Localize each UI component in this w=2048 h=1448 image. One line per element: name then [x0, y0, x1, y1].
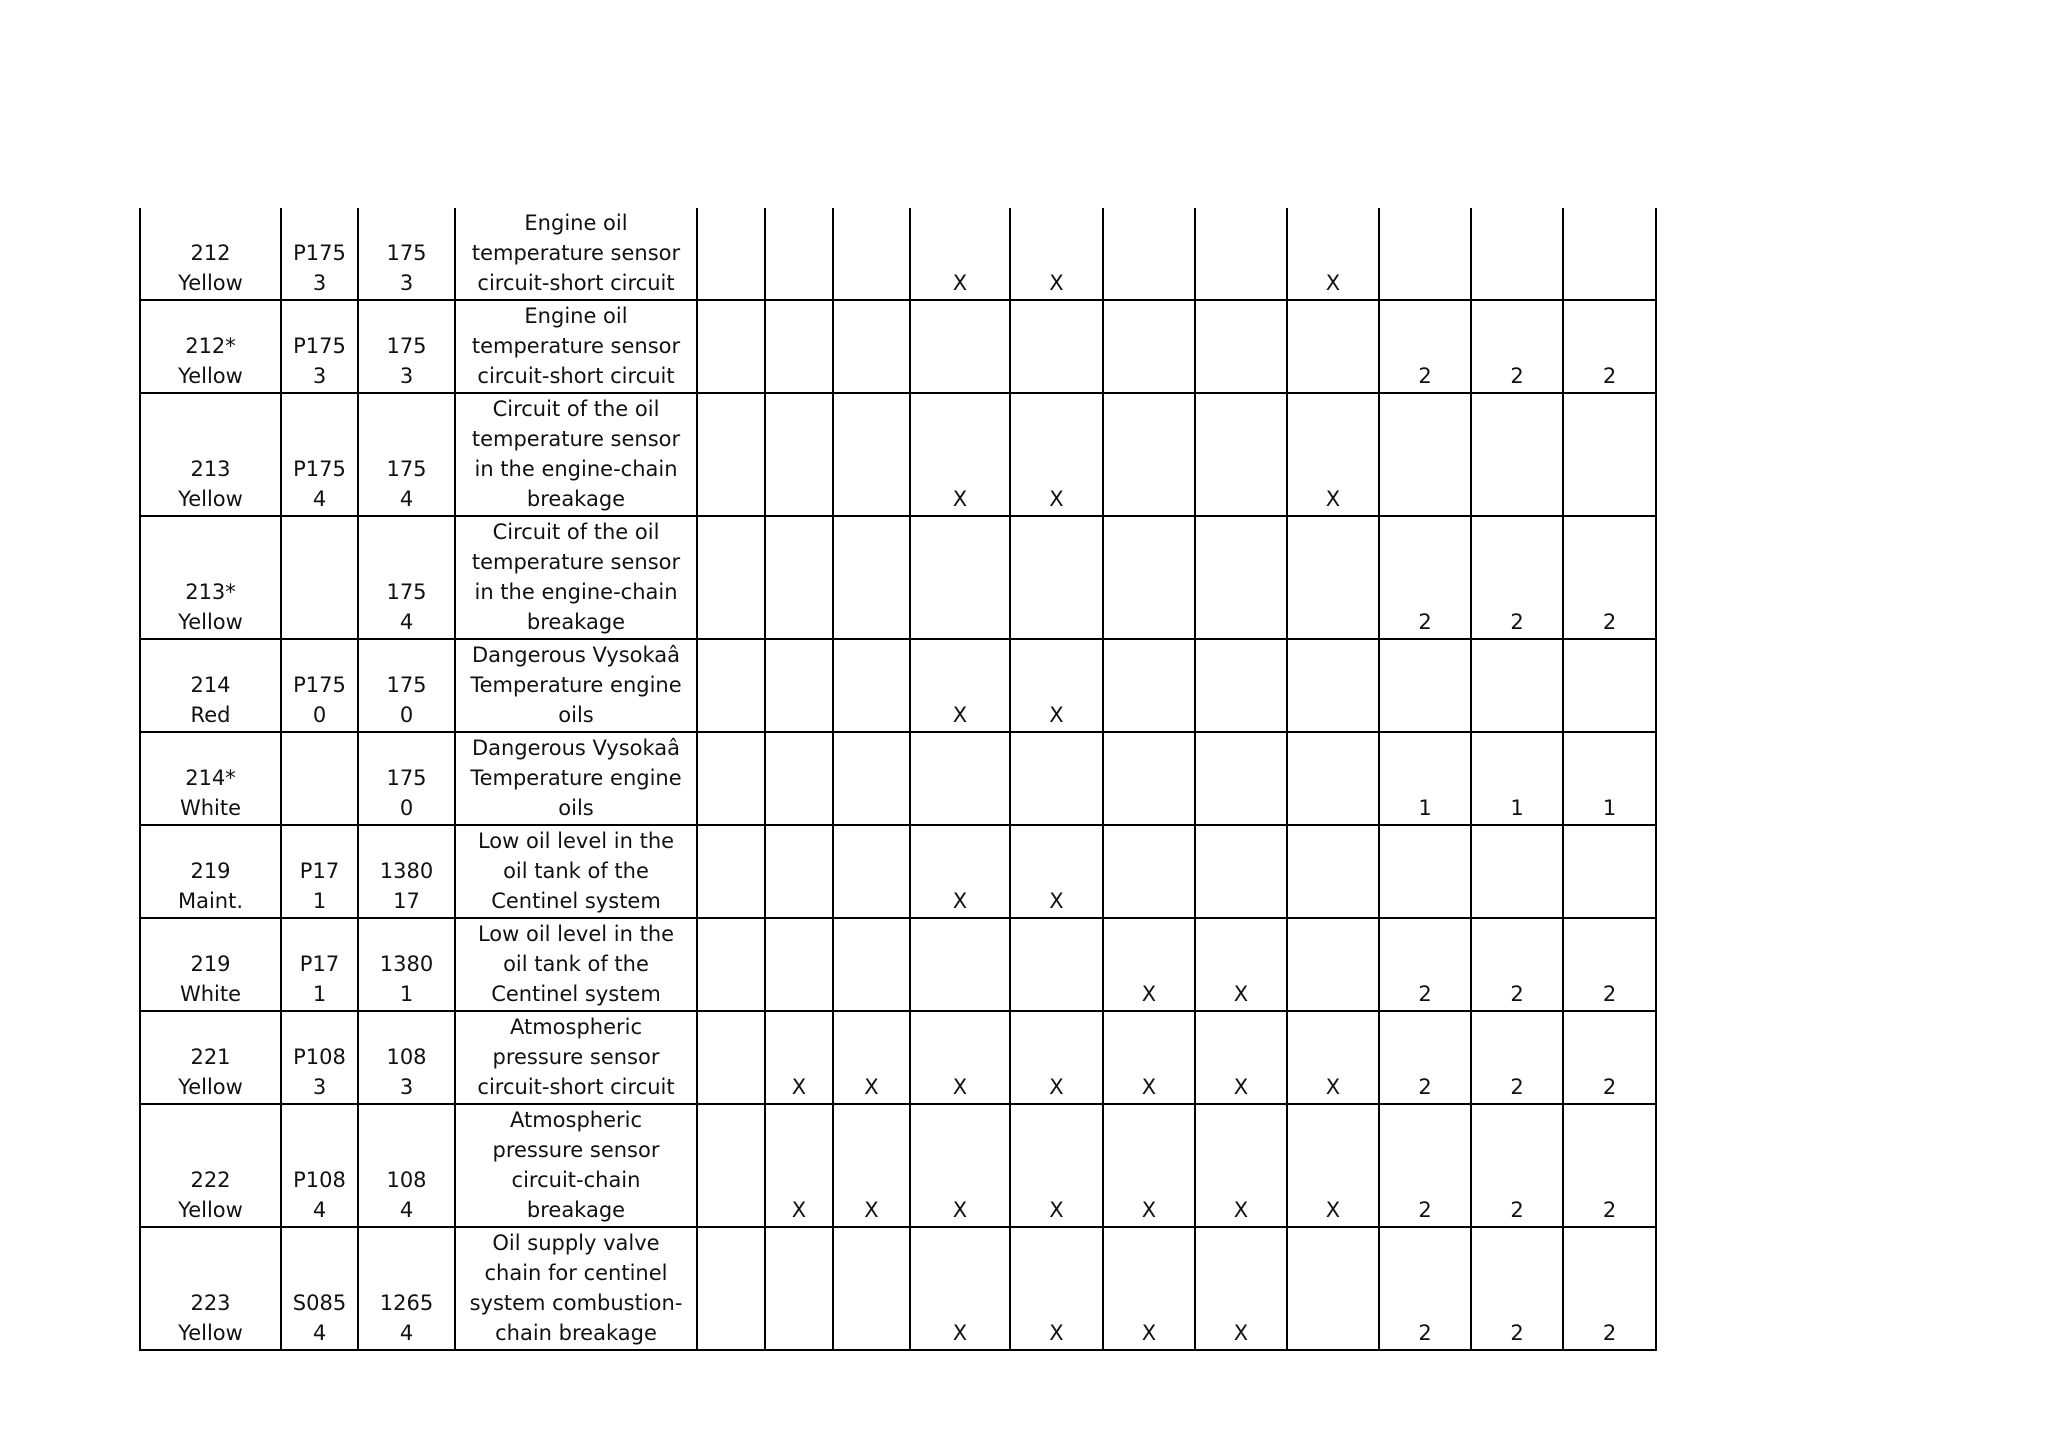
mark-cell: [1563, 393, 1656, 516]
mark-cell: 2: [1563, 1227, 1656, 1350]
mark-cell: X: [1103, 1227, 1195, 1350]
mark-cell: [1195, 208, 1287, 300]
table-row: [140, 825, 1656, 918]
mark-cell: [697, 825, 765, 918]
mark-cell: [1195, 639, 1287, 732]
mark-cell: X: [910, 1227, 1010, 1350]
code-cell: 219 White: [140, 918, 281, 1011]
mark-cell: [1010, 516, 1103, 639]
mark-cell: X: [1010, 393, 1103, 516]
mark-cell: [1287, 516, 1379, 639]
mark-cell: [697, 516, 765, 639]
mark-cell: [910, 516, 1010, 639]
mark-cell: [910, 300, 1010, 393]
mark-cell: [765, 300, 833, 393]
code-cell: 223 Yellow: [140, 1227, 281, 1350]
mark-cell: X: [1195, 1011, 1287, 1104]
mark-cell: 2: [1379, 918, 1471, 1011]
mark-cell: [765, 516, 833, 639]
code-cell: 221 Yellow: [140, 1011, 281, 1104]
mark-cell: X: [910, 639, 1010, 732]
mark-cell: [1195, 393, 1287, 516]
mark-cell: [1103, 208, 1195, 300]
mark-cell: [697, 639, 765, 732]
numeric-code-cell: 1380 1: [358, 918, 455, 1011]
code-cell: 214* White: [140, 732, 281, 825]
numeric-code-cell: 175 3: [358, 300, 455, 393]
mark-cell: [833, 516, 910, 639]
mark-cell: 2: [1471, 1227, 1563, 1350]
mark-cell: [1379, 208, 1471, 300]
mark-cell: [1471, 639, 1563, 732]
numeric-code-cell: 175 3: [358, 208, 455, 300]
mark-cell: X: [1010, 208, 1103, 300]
description-cell: Dangerous Vysokaâ Temperature engine oils: [455, 639, 697, 732]
description-cell: Engine oil temperature sensor circuit-short circuit: [455, 300, 697, 393]
mark-cell: X: [1103, 1104, 1195, 1227]
mark-cell: [697, 393, 765, 516]
mark-cell: [697, 1011, 765, 1104]
mark-cell: [697, 300, 765, 393]
obd-code-cell: S085 4: [281, 1227, 358, 1350]
numeric-code-cell: 108 3: [358, 1011, 455, 1104]
mark-cell: 2: [1471, 918, 1563, 1011]
mark-cell: [833, 639, 910, 732]
mark-cell: [765, 393, 833, 516]
description-cell: Oil supply valve chain for centinel system combustion- chain breakage: [455, 1227, 697, 1350]
mark-cell: [1103, 825, 1195, 918]
obd-code-cell: P17 1: [281, 918, 358, 1011]
mark-cell: [910, 918, 1010, 1011]
mark-cell: [697, 918, 765, 1011]
mark-cell: X: [765, 1104, 833, 1227]
mark-cell: [1287, 1227, 1379, 1350]
mark-cell: [1010, 732, 1103, 825]
mark-cell: [697, 1104, 765, 1227]
table-row: [140, 639, 1656, 732]
mark-cell: X: [910, 208, 1010, 300]
mark-cell: [1287, 918, 1379, 1011]
description-cell: Low oil level in the oil tank of the Centinel system: [455, 918, 697, 1011]
mark-cell: [1010, 300, 1103, 393]
description-cell: Engine oil temperature sensor circuit-short circuit: [455, 208, 697, 300]
code-cell: 222 Yellow: [140, 1104, 281, 1227]
obd-code-cell: [281, 732, 358, 825]
obd-code-cell: P17 1: [281, 825, 358, 918]
mark-cell: X: [1010, 639, 1103, 732]
mark-cell: [833, 393, 910, 516]
mark-cell: 2: [1379, 1011, 1471, 1104]
mark-cell: [1010, 918, 1103, 1011]
mark-cell: 2: [1563, 1104, 1656, 1227]
mark-cell: [1379, 393, 1471, 516]
mark-cell: [1195, 732, 1287, 825]
mark-cell: [1103, 393, 1195, 516]
fault-code-table: [139, 208, 1657, 1351]
obd-code-cell: P175 3: [281, 300, 358, 393]
mark-cell: [1287, 732, 1379, 825]
mark-cell: X: [1103, 918, 1195, 1011]
mark-cell: X: [1287, 208, 1379, 300]
mark-cell: 2: [1563, 918, 1656, 1011]
mark-cell: X: [1287, 1011, 1379, 1104]
mark-cell: [1287, 300, 1379, 393]
table-row: [140, 516, 1656, 639]
mark-cell: [1103, 516, 1195, 639]
numeric-code-cell: 108 4: [358, 1104, 455, 1227]
mark-cell: X: [1195, 1104, 1287, 1227]
mark-cell: X: [910, 393, 1010, 516]
table-row: [140, 1011, 1656, 1104]
mark-cell: X: [765, 1011, 833, 1104]
mark-cell: X: [1010, 1227, 1103, 1350]
mark-cell: 2: [1471, 300, 1563, 393]
mark-cell: [1563, 825, 1656, 918]
mark-cell: [833, 918, 910, 1011]
mark-cell: [697, 732, 765, 825]
mark-cell: [1379, 825, 1471, 918]
mark-cell: X: [910, 1104, 1010, 1227]
mark-cell: [765, 208, 833, 300]
mark-cell: X: [833, 1104, 910, 1227]
numeric-code-cell: 175 0: [358, 732, 455, 825]
mark-cell: X: [1010, 1011, 1103, 1104]
description-cell: Low oil level in the oil tank of the Centinel system: [455, 825, 697, 918]
mark-cell: X: [1195, 1227, 1287, 1350]
mark-cell: X: [910, 1011, 1010, 1104]
mark-cell: [833, 300, 910, 393]
obd-code-cell: P108 4: [281, 1104, 358, 1227]
mark-cell: [1103, 639, 1195, 732]
description-cell: Circuit of the oil temperature sensor in the engine-chain breakage: [455, 393, 697, 516]
obd-code-cell: P175 4: [281, 393, 358, 516]
mark-cell: [1103, 300, 1195, 393]
table-row: [140, 208, 1656, 300]
code-cell: 213 Yellow: [140, 393, 281, 516]
mark-cell: [1379, 639, 1471, 732]
mark-cell: X: [1287, 393, 1379, 516]
mark-cell: [765, 732, 833, 825]
mark-cell: 2: [1379, 516, 1471, 639]
description-cell: Dangerous Vysokaâ Temperature engine oils: [455, 732, 697, 825]
mark-cell: 1: [1563, 732, 1656, 825]
obd-code-cell: P175 0: [281, 639, 358, 732]
mark-cell: [765, 639, 833, 732]
mark-cell: [833, 732, 910, 825]
mark-cell: [765, 918, 833, 1011]
code-cell: 219 Maint.: [140, 825, 281, 918]
numeric-code-cell: 1265 4: [358, 1227, 455, 1350]
mark-cell: [1195, 300, 1287, 393]
table-row: [140, 393, 1656, 516]
mark-cell: 2: [1379, 1227, 1471, 1350]
code-cell: 212* Yellow: [140, 300, 281, 393]
numeric-code-cell: 175 4: [358, 516, 455, 639]
numeric-code-cell: 175 0: [358, 639, 455, 732]
mark-cell: [765, 825, 833, 918]
mark-cell: [1471, 393, 1563, 516]
numeric-code-cell: 175 4: [358, 393, 455, 516]
obd-code-cell: P175 3: [281, 208, 358, 300]
mark-cell: [697, 208, 765, 300]
mark-cell: 2: [1471, 1104, 1563, 1227]
mark-cell: X: [1287, 1104, 1379, 1227]
mark-cell: [833, 1227, 910, 1350]
mark-cell: [1471, 208, 1563, 300]
mark-cell: 2: [1563, 300, 1656, 393]
mark-cell: [833, 208, 910, 300]
mark-cell: 2: [1563, 516, 1656, 639]
mark-cell: [1563, 639, 1656, 732]
code-cell: 212 Yellow: [140, 208, 281, 300]
mark-cell: [910, 732, 1010, 825]
mark-cell: [1287, 825, 1379, 918]
mark-cell: X: [1010, 1104, 1103, 1227]
mark-cell: [1103, 732, 1195, 825]
table-row: [140, 732, 1656, 825]
table-row: [140, 918, 1656, 1011]
obd-code-cell: [281, 516, 358, 639]
mark-cell: X: [1010, 825, 1103, 918]
table-row: [140, 1104, 1656, 1227]
mark-cell: 1: [1471, 732, 1563, 825]
obd-code-cell: P108 3: [281, 1011, 358, 1104]
mark-cell: [1195, 825, 1287, 918]
description-cell: Atmospheric pressure sensor circuit-short circuit: [455, 1011, 697, 1104]
mark-cell: [1287, 639, 1379, 732]
mark-cell: 2: [1563, 1011, 1656, 1104]
table-row: [140, 1227, 1656, 1350]
mark-cell: 2: [1379, 300, 1471, 393]
code-cell: 214 Red: [140, 639, 281, 732]
description-cell: Atmospheric pressure sensor circuit-chain breakage: [455, 1104, 697, 1227]
mark-cell: X: [1103, 1011, 1195, 1104]
description-cell: Circuit of the oil temperature sensor in the engine-chain breakage: [455, 516, 697, 639]
mark-cell: [697, 1227, 765, 1350]
mark-cell: [1471, 825, 1563, 918]
mark-cell: X: [1195, 918, 1287, 1011]
table-row: [140, 300, 1656, 393]
code-cell: 213* Yellow: [140, 516, 281, 639]
mark-cell: 2: [1379, 1104, 1471, 1227]
numeric-code-cell: 1380 17: [358, 825, 455, 918]
mark-cell: 2: [1471, 516, 1563, 639]
mark-cell: [765, 1227, 833, 1350]
mark-cell: 2: [1471, 1011, 1563, 1104]
mark-cell: 1: [1379, 732, 1471, 825]
mark-cell: [1195, 516, 1287, 639]
mark-cell: [833, 825, 910, 918]
mark-cell: X: [833, 1011, 910, 1104]
mark-cell: X: [910, 825, 1010, 918]
mark-cell: [1563, 208, 1656, 300]
